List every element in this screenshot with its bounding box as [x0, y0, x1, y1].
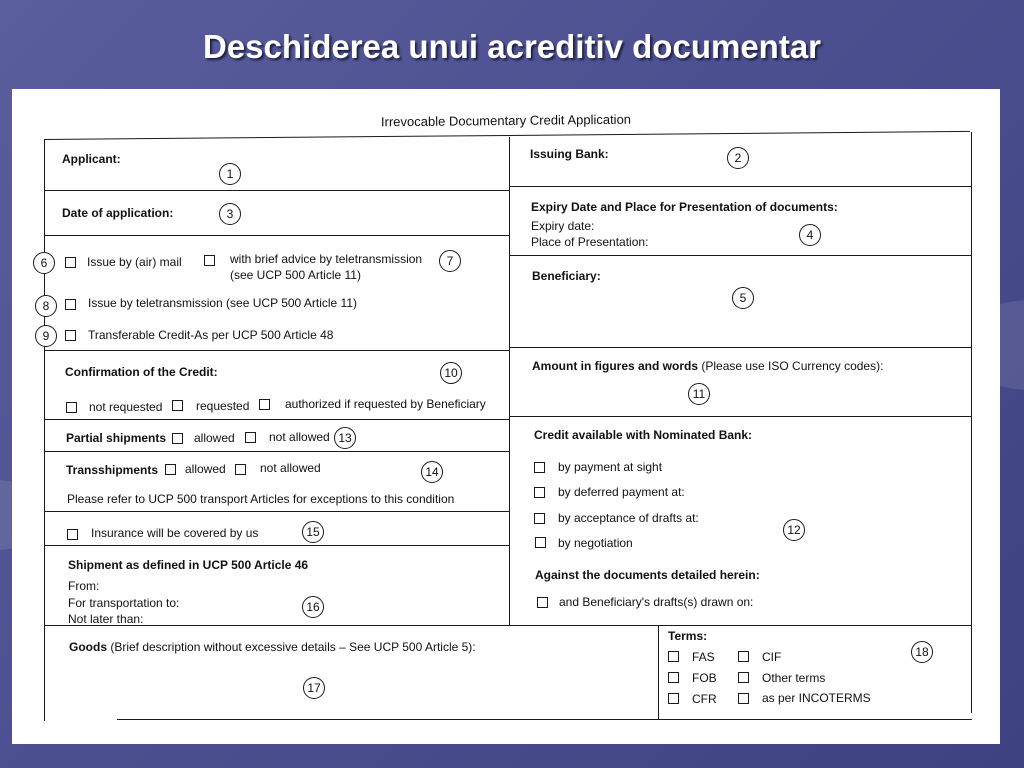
- beneficiary-drafts-checkbox[interactable]: [537, 597, 548, 608]
- transferable-credit-checkbox[interactable]: [65, 330, 76, 341]
- field-number: 10: [440, 362, 462, 384]
- trans-allowed-label: allowed: [185, 462, 226, 476]
- goods-label-rest: (Brief description without excessive details – See UCP 500 Article 5):: [107, 640, 476, 654]
- row-divider: [509, 416, 971, 417]
- shipment-from: From:: [68, 579, 100, 593]
- expiry-label: Expiry Date and Place for Presentation of documents:: [531, 200, 838, 214]
- form-border-top: [44, 131, 970, 140]
- field-number: 5: [732, 287, 754, 309]
- negotiation-checkbox[interactable]: [535, 537, 546, 548]
- insurance-checkbox[interactable]: [67, 529, 78, 540]
- cfr-checkbox[interactable]: [668, 693, 679, 704]
- partial-not-allowed-label: not allowed: [269, 430, 330, 444]
- field-number: 18: [911, 641, 933, 663]
- transshipments-note: Please refer to UCP 500 transport Articles for exceptions to this condition: [67, 492, 455, 506]
- trans-allowed-checkbox[interactable]: [165, 464, 176, 475]
- authorized-label: authorized if requested by Beneficiary: [285, 397, 486, 411]
- not-requested-label: not requested: [89, 400, 163, 414]
- brief-advice-label-line2: (see UCP 500 Article 11): [230, 268, 361, 282]
- applicant-label: Applicant:: [62, 152, 121, 166]
- fas-checkbox[interactable]: [668, 651, 679, 662]
- field-number: 15: [302, 521, 324, 543]
- issue-by-teletransmission-label: Issue by teletransmission (see UCP 500 Article 11): [88, 296, 358, 310]
- row-divider: [44, 511, 510, 512]
- issuing-bank-label: Issuing Bank:: [530, 147, 609, 161]
- row-divider: [44, 235, 510, 236]
- field-number: 3: [219, 203, 241, 225]
- date-of-application-label: Date of application:: [62, 206, 174, 220]
- brief-advice-label: with brief advice by teletransmission: [230, 252, 423, 266]
- place-of-presentation-label: Place of Presentation:: [531, 235, 649, 249]
- partial-allowed-checkbox[interactable]: [172, 433, 183, 444]
- acceptance-of-drafts-checkbox[interactable]: [534, 513, 545, 524]
- amount-label-bold: Amount in figures and words: [532, 359, 699, 373]
- row-divider: [509, 347, 971, 348]
- other-terms-checkbox[interactable]: [738, 672, 749, 683]
- trans-not-allowed-label: not allowed: [260, 461, 321, 475]
- field-number: 4: [799, 224, 821, 246]
- row-divider: [44, 545, 510, 546]
- fob-label: FOB: [692, 671, 717, 685]
- shipment-to: For transportation to:: [68, 596, 180, 610]
- field-number: 9: [35, 325, 57, 347]
- row-divider: [509, 255, 971, 256]
- confirmation-label: Confirmation of the Credit:: [65, 365, 218, 379]
- transshipments-label: Transshipments: [66, 463, 159, 477]
- incoterms-checkbox[interactable]: [738, 693, 749, 704]
- form-document: [12, 89, 1000, 744]
- cif-label: CIF: [762, 650, 782, 664]
- requested-label: requested: [196, 399, 250, 413]
- terms-divider: [658, 625, 659, 719]
- field-number: 11: [688, 383, 710, 405]
- fas-label: FAS: [692, 650, 715, 664]
- issue-by-mail-checkbox[interactable]: [65, 257, 76, 268]
- field-number: 8: [35, 295, 57, 317]
- amount-label: [532, 359, 883, 373]
- field-number: 1: [219, 163, 241, 185]
- field-number: 7: [439, 250, 461, 272]
- goods-label-bold: Goods: [69, 640, 107, 654]
- field-number: 12: [783, 519, 805, 541]
- row-divider: [44, 190, 510, 191]
- goods-label: [69, 640, 476, 654]
- insurance-label: Insurance will be covered by us: [91, 526, 259, 540]
- shipment-not-later: Not later than:: [68, 612, 144, 626]
- partial-allowed-label: allowed: [194, 431, 235, 445]
- not-requested-checkbox[interactable]: [66, 402, 77, 413]
- beneficiary-drafts-label: and Beneficiary's drafts(s) drawn on:: [559, 595, 754, 609]
- expiry-date-label: Expiry date:: [531, 219, 595, 233]
- requested-checkbox[interactable]: [172, 400, 183, 411]
- negotiation-label: by negotiation: [558, 536, 633, 550]
- acceptance-of-drafts-label: by acceptance of drafts at:: [558, 511, 699, 525]
- field-number: 2: [727, 147, 749, 169]
- row-divider: [44, 625, 971, 626]
- issue-by-teletransmission-checkbox[interactable]: [65, 299, 76, 310]
- row-divider: [44, 451, 510, 452]
- incoterms-label: as per INCOTERMS: [762, 691, 871, 705]
- row-divider: [44, 350, 510, 351]
- form-border-left: [44, 139, 45, 721]
- column-divider: [509, 137, 510, 625]
- payment-at-sight-checkbox[interactable]: [534, 462, 545, 473]
- row-divider: [509, 186, 971, 187]
- shipment-label: Shipment as defined in UCP 500 Article 46: [68, 558, 309, 572]
- form-border-right: [971, 132, 972, 713]
- deferred-payment-checkbox[interactable]: [534, 487, 545, 498]
- field-number: 17: [303, 677, 325, 699]
- field-number: 13: [334, 427, 356, 449]
- deferred-payment-label: by deferred payment at:: [558, 485, 685, 499]
- payment-at-sight-label: by payment at sight: [558, 460, 663, 474]
- partial-shipments-label: Partial shipments: [66, 431, 167, 445]
- other-terms-label: Other terms: [762, 671, 826, 685]
- field-number: 14: [421, 461, 443, 483]
- credit-available-label: Credit available with Nominated Bank:: [534, 428, 753, 442]
- form-border-bottom: [117, 719, 972, 720]
- amount-label-rest: (Please use ISO Currency codes):: [698, 359, 884, 373]
- partial-not-allowed-checkbox[interactable]: [245, 432, 256, 443]
- transferable-credit-label: Transferable Credit-As per UCP 500 Article 48: [88, 328, 334, 342]
- cif-checkbox[interactable]: [738, 651, 749, 662]
- authorized-checkbox[interactable]: [259, 399, 270, 410]
- field-number: 6: [33, 252, 55, 274]
- cfr-label: CFR: [692, 692, 717, 706]
- fob-checkbox[interactable]: [668, 672, 679, 683]
- against-documents-label: Against the documents detailed herein:: [535, 568, 760, 582]
- beneficiary-label: Beneficiary:: [532, 269, 601, 283]
- form-title: Irrevocable Documentary Credit Application: [380, 111, 632, 130]
- slide-title: Deschiderea unui acreditiv documentar: [202, 28, 822, 65]
- field-number: 16: [302, 596, 324, 618]
- row-divider: [44, 419, 510, 420]
- issue-by-mail-label: Issue by (air) mail: [87, 255, 182, 269]
- brief-advice-checkbox[interactable]: [204, 255, 215, 266]
- terms-label: Terms:: [668, 629, 708, 643]
- trans-not-allowed-checkbox[interactable]: [235, 464, 246, 475]
